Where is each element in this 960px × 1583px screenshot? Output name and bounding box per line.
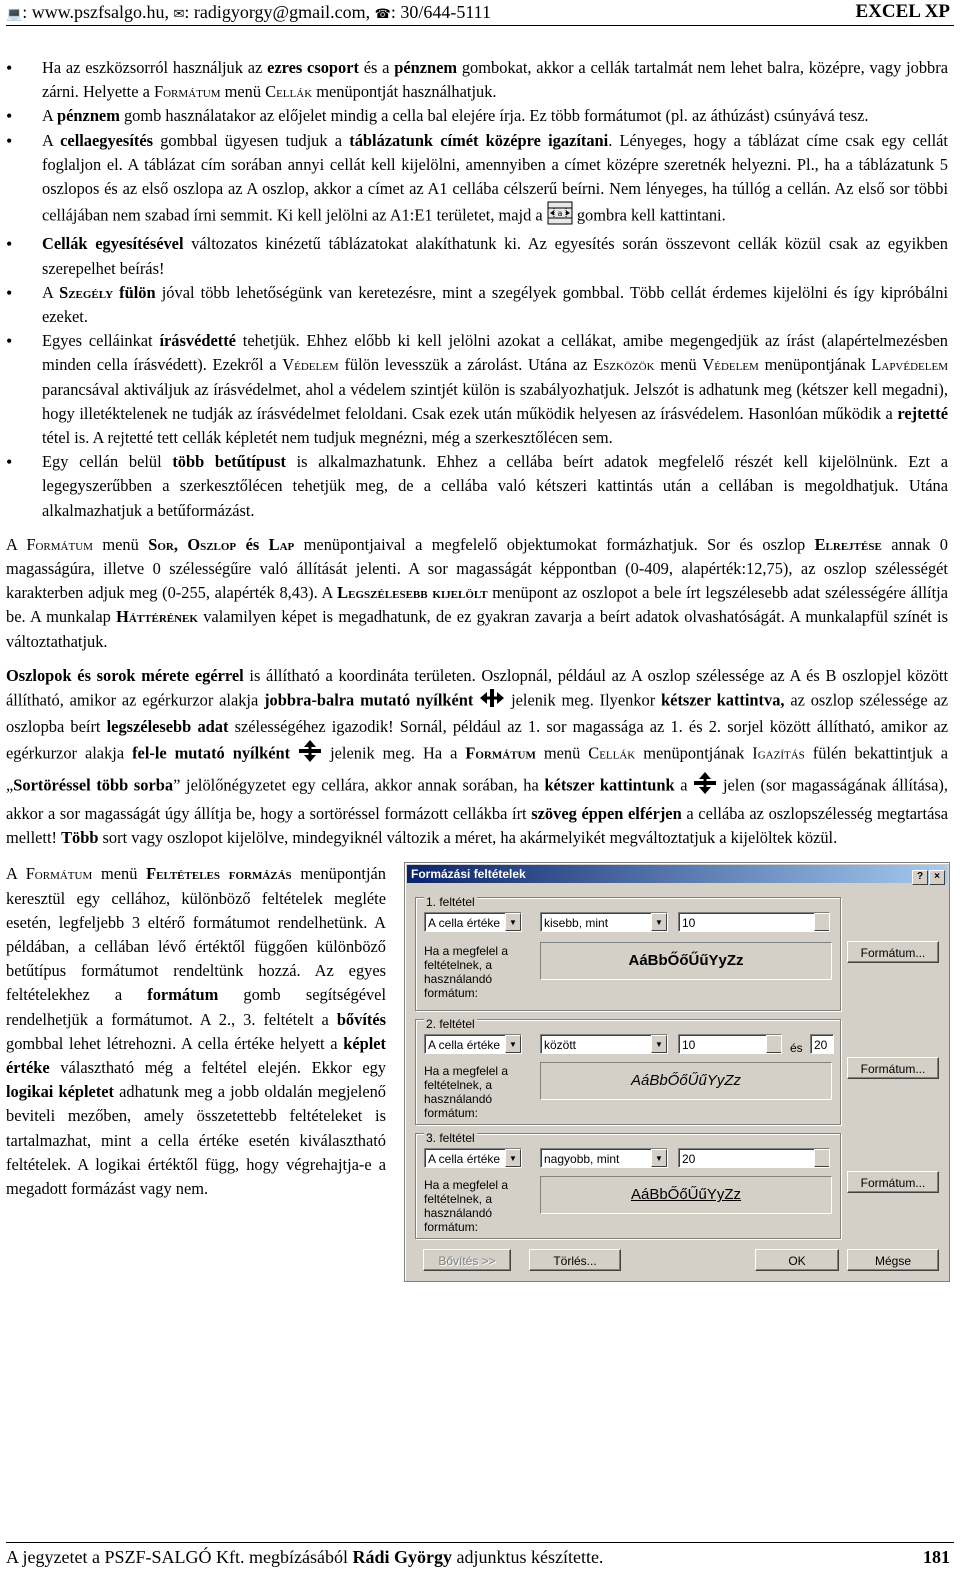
condition-2-and-label: és [790,1041,803,1056]
help-button[interactable]: ? [912,870,928,885]
list-item: • Egy cellán belül több betűtípust is alkalmazhatunk. Ehhez a cellába beírt adatok megfelelő részét kell kijelölnünk. Ezt a legegyszerűbben a szerkesztőlécen tehetjük meg, de a cellába való kétszeri kattintás után a cellában is megoldhatjuk. Utána alkalmazhatjuk a betűformázást. [6,450,948,523]
condition-3-preview: AáBbŐőŰűYyZz [540,1176,832,1214]
conditional-format-dialog [404,862,950,1282]
range-select-icon[interactable] [814,913,830,931]
condition-2-value1-input[interactable]: 10 [678,1034,782,1054]
ok-button[interactable]: OK [755,1249,839,1271]
condition-3-group [415,1133,841,1239]
page-number: 181 [923,1547,950,1567]
condition-1-group [415,897,841,1011]
condition-3-type-select[interactable]: A cella értéke ▼ [424,1148,522,1168]
list-item: • Egyes celláinkat írásvédetté tehetjük. Ehhez előbb ki kell jelölni azokat a cellákat, amibe megengedjük az írást (alapértelmezésben minden cella írásvédett). Ezekről a Védelem fülön levesszük a zárolást. Utána az Eszközök menü Védelem menüpontjának Lapvédelem parancsával aktiváljuk az írásvédelmet, ahol a védelem szintjét külön is szabályozhatjuk. Jelszót is adhatunk meg (kétszer kell megadni), hogy illetéktelenek ne tudják az írásvédelmet feloldani. Csak ezek után működik helyesen az írásvédelem. Hasonlóan működik a rejtetté tétel is. A rejtetté tett cellák képletét nem tudjuk megnézni, még a szerkesztőlécen sem. [6,329,948,450]
paragraph-conditional-format: A Formátum menü Feltételes formázás menüpontján keresztül egy cellához, különböző feltételek megléte esetén, legfeljebb 3 eltérő formátumot rendelhetünk. A példában, a cellában lévő értéktől függően különböző betűtípus formátumot rendeltünk hozzá. Az egyes feltételekhez a formátum gomb segítségével rendelhetjük a formátumot. A 2., 3. feltételt a bővítés gombbal lehet létrehozni. A cella értéke helyett a képlet értéke választható még a feltétel elején. Ekkor egy logikai képletet adhatunk meg a jobb oldalán megjelenő beviteli mezőben, amely összetettebb feltételeket is tartalmazhat, mint a cella értéke esetén kiválasztható feltételek. A logikai értéktől függ, hogy végrehajtja-e a megadott formázást vagy nem. [6,864,387,1198]
condition-3-value-input[interactable]: 20 [678,1148,830,1168]
range-select-icon[interactable] [814,1149,830,1167]
conditional-format-section [6,862,948,1302]
vertical-resize-cursor-icon [298,739,322,770]
cancel-button[interactable]: Mégse [847,1249,939,1271]
header-email: : radigyorgy@gmail.com, [184,2,375,22]
condition-2-operator-select[interactable]: között ▼ [540,1034,668,1054]
vertical-resize-cursor-icon [693,771,717,802]
paragraph-format-menu: A Formátum menü Sor, Oszlop és Lap menüpontjaival a megfelelő objektumokat formázhatjuk. Sor és oszlop Elrejtése annak 0 magasságúra, illetve 0 szélességűre való állítását jelenti. A sor magasságát képpontban (0-409, alapérték:12,75), az oszlop szélességét karakterben adjuk meg (0-255, alapérték 8,43). A Legszélesebb kijelölt menüpont az oszlopot a bele írt legszélesebb adat szélességére állítja be. A munkalap Háttérének valamilyen képet is megadhatunk, de ez gyakran zavarja a beírt adatok olvashatóságát. A munkalapfül színét is változtathatjuk. [6,534,948,651]
list-item: • A pénznem gomb használatakor az előjelet mindig a cella bal elejére írja. Ez több formátumot (pl. az áthúzást) csúnyává tesz. [6,104,948,128]
list-item: • Ha az eszközsorról használjuk az ezres csoport és a pénznem gombokat, akkor a cellák tartalmát nem lehet balra, középre, vagy jobbra zárni. Helyette a Formátum menü Cellák menüpontját használhatjuk. [6,56,948,104]
svg-text:a: a [557,209,563,219]
condition-1-value-input[interactable]: 10 [678,912,830,932]
envelope-icon: ✉ [173,7,185,22]
condition-1-type-select[interactable]: A cella értéke ▼ [424,912,522,932]
horizontal-resize-cursor-icon [479,688,505,715]
condition-1-preview-label: Ha a megfelel a feltételnek, a használandó formátum: [424,944,509,1001]
page-header [6,0,954,26]
condition-2-label: 2. feltétel [424,1012,477,1036]
header-phone: : 30/644-5111 [390,2,491,22]
list-item: • Cellák egyesítésével változatos kinézetű táblázatokat alakíthatunk ki. Az egyesítés során összevont cellák közül csak az egyikben szerepelhet beírás! [6,232,948,280]
condition-2-preview-label: Ha a megfelel a feltételnek, a használandó formátum: [424,1064,509,1121]
merge-center-icon [547,201,573,232]
condition-1-operator-select[interactable]: kisebb, mint ▼ [540,912,668,932]
condition-1-label: 1. feltétel [424,890,477,914]
computer-icon: 💻 [6,7,23,22]
phone-icon: ☎ [374,7,391,22]
condition-3-preview-label: Ha a megfelel a feltételnek, a használandó formátum: [424,1178,509,1235]
paragraph-mouse-resize: Oszlopok és sorok mérete egérrel is állítható a koordináta területen. Oszlopnál, például az A oszlop szélessége az A és B oszlopjel között állítható, amikor az egérkurzor alakja jobbra-balra mutató nyílként jelenik meg. Ilyenkor kétszer kattintva, az oszlop szélessége az oszlopba beírt legszélesebb adat szélességéhez igazodik! Sornál, például az 1. sor magassága az 1. és 2. sorjel között állítható, amikor az egérkurzor alakja fel-le mutató nyílként jelenik meg. Ha a Formátum menü Cellák menüpontjának Igazítás fülén bekattintjuk a „Sortöréssel több sorba” jelölőnégyzetet egy cellára, akkor annak sorában, ha kétszer kattintunk a jelen (sor magasságának állítása), akkor a sor magasságát úgy állítja be, hogy a sortöréssel formázott cellákba írt szöveg éppen elférjen a cellába az oszlopszélesség megtartása mellett! Több sort vagy oszlopot kijelölve, mindegyiknél változik a méret, ha akármelyikét megváltoztatjuk a kijelöltek közül. [6,665,949,848]
condition-2-format-button[interactable]: Formátum... [847,1057,939,1079]
dialog-title: Formázási feltételek [411,867,526,882]
add-condition-button[interactable]: Bővítés >> [423,1249,511,1271]
list-item: • A cellaegyesítés gombbal ügyesen tudjuk a táblázatunk címét középre igazítani. Lényeges, hogy a táblázat címe csak egy cellát foglaljon el. A táblázat cím sorában annyi cellát kell kijelölni, amennyiben a címet középre szeretnék helyezni. Pl., ha a táblázatunk 5 oszlopos és az első oszlopa az A oszlop, akkor a címet az A1 cellába célszerű beírni. Nem lényeges, ha túllóg a cellán. Az első sor többi cellájában nem szabad írni semmit. Ki kell jelölni az A1:E1 területet, majd a a gombra kell kattintani. [6,129,948,233]
close-button[interactable]: × [929,870,945,885]
list-item: • A Szegély fülön jóval több lehetőségünk van keretezésre, mint a szegélyek gombbal. Több cellát érdemes kijelölni és így kipróbálni ezeket. [6,281,948,329]
condition-3-format-button[interactable]: Formátum... [847,1171,939,1193]
condition-3-label: 3. feltétel [424,1126,477,1150]
dialog-titlebar [407,865,947,883]
condition-2-preview: AáBbŐőŰűYyZz [540,1062,832,1100]
range-select-icon[interactable] [766,1035,782,1053]
condition-2-group [415,1019,841,1125]
page-content [6,56,948,1302]
condition-2-type-select[interactable]: A cella értéke ▼ [424,1034,522,1054]
header-website: : www.pszfsalgo.hu, [22,2,174,22]
condition-3-operator-select[interactable]: nagyobb, mint ▼ [540,1148,668,1168]
header-title: EXCEL XP [855,1,950,22]
bullet-list [6,56,948,523]
condition-2-value2-input[interactable]: 20 [810,1034,834,1054]
page-footer: A jegyzetet a PSZF-SALGÓ Kft. megbízásából Rádi György adjunktus készítette. 181 [6,1542,954,1569]
condition-1-preview: AáBbŐőŰűYyZz [540,942,832,980]
author-name: Rádi György [352,1547,452,1567]
condition-1-format-button[interactable]: Formátum... [847,941,939,963]
delete-button[interactable]: Törlés... [529,1249,621,1271]
